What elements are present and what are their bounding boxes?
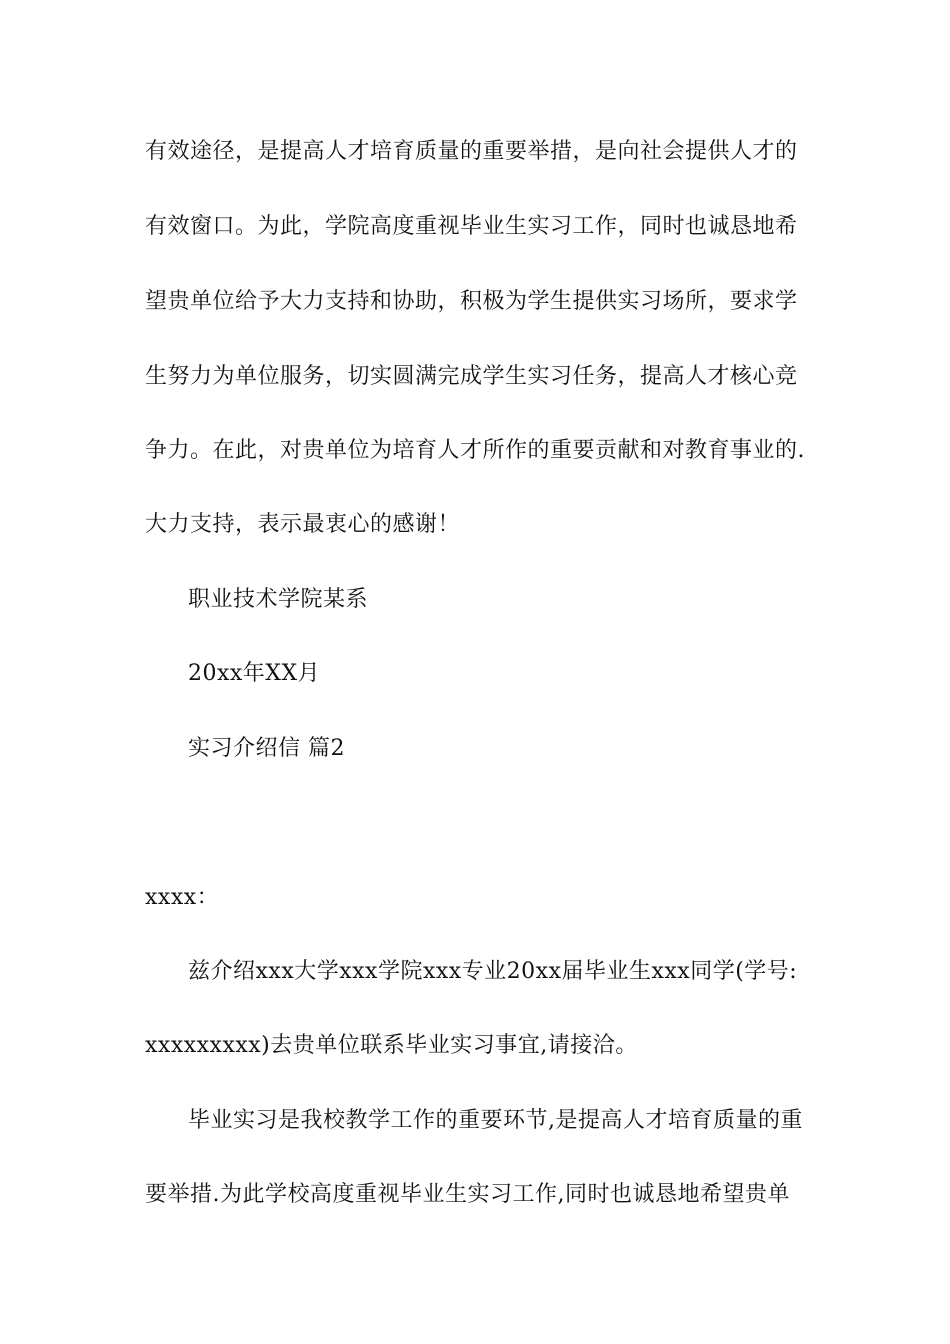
paragraph-line: 大力支持，表示最衷心的感谢！ [145, 512, 461, 537]
paragraph-line: 争力。在此，对贵单位为培育人才所作的重要贡献和对教育事业的. [145, 438, 805, 463]
paragraph-line: 兹介绍xxx大学xxx学院xxx专业20xx届毕业生xxx同学(学号: [188, 959, 798, 984]
signature-date: 20xx年XX月 [188, 661, 321, 686]
paragraph-line: 毕业实习是我校教学工作的重要环节,是提高人才培育质量的重 [188, 1108, 803, 1133]
paragraph-line: 要举措.为此学校高度重视毕业生实习工作,同时也诚恳地希望贵单 [145, 1182, 790, 1207]
signature-org: 职业技术学院某系 [188, 587, 369, 612]
salutation: xxxx： [145, 885, 220, 910]
paragraph-line: 生努力为单位服务，切实圆满完成学生实习任务，提高人才核心竞 [145, 364, 798, 389]
paragraph-line: 有效途径，是提高人才培育质量的重要举措，是向社会提供人才的 [145, 139, 798, 164]
section-title: 实习介绍信 篇2 [188, 736, 345, 761]
paragraph-line: xxxxxxxxx)去贵单位联系毕业实习事宜,请接洽。 [145, 1033, 638, 1058]
paragraph-line: 有效窗口。为此，学院高度重视毕业生实习工作，同时也诚恳地希 [145, 214, 798, 239]
paragraph-line: 望贵单位给予大力支持和协助，积极为学生提供实习场所，要求学 [145, 289, 798, 314]
